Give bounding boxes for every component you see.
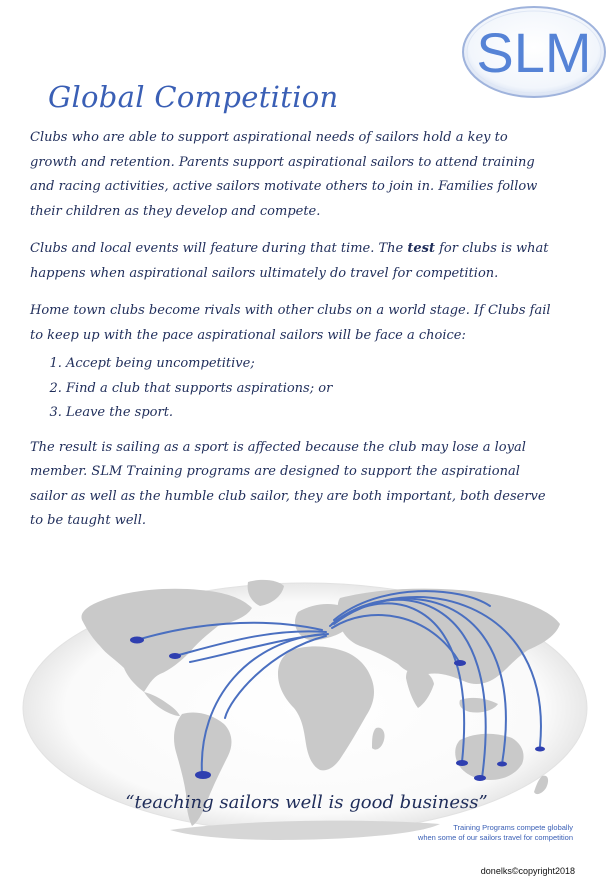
slm-logo [461, 5, 608, 100]
logo-text: SLM [476, 21, 592, 84]
paragraph-test-start: Clubs and local events will feature during that time. The [30, 241, 408, 256]
dot-asia [454, 660, 466, 666]
caption-line-1: Training Programs compete globally [453, 823, 573, 832]
caption-line-2: when some of our sailors travel for competition [417, 833, 573, 842]
list-item: 1. Accept being uncompetitive; [66, 352, 558, 377]
copyright-notice: donelks©copyright2018 [480, 866, 575, 876]
dot-north-america [130, 637, 144, 644]
paragraph-result: The result is sailing as a sport is affected because the club may lose a loyal member. SLM Training programs are designed to support the aspirational sailor as well as the humble club sailor, they are both important, both deserve to be taught well. [30, 439, 546, 528]
dot-australia-3 [497, 762, 507, 767]
dot-australia-2 [474, 775, 486, 781]
tagline: “teaching sailors well is good business” [125, 792, 488, 813]
paragraph-intro: Clubs who are able to support aspirational needs of sailors hold a key to growth and retention. Parents support aspirational sailors to attend training and racing activities, active sailors motivate others to join in. Families follow their children as they develop and compete. [30, 130, 538, 219]
paragraph-test-end: for clubs is what happens when aspirational sailors ultimately do travel for competition. [30, 241, 549, 281]
list-item: 2. Find a club that supports aspirations; or [66, 377, 558, 402]
paragraph-rivals: Home town clubs become rivals with other clubs on a world stage. If Clubs fail to keep up with the pace aspirational sailors will be face a choice: [30, 303, 551, 343]
body-text [30, 126, 558, 547]
choice-list [30, 352, 558, 426]
page-title: Global Competition [48, 80, 339, 114]
dot-australia-1 [456, 760, 468, 766]
dot-south-america [195, 771, 211, 779]
dot-new-zealand [535, 747, 545, 752]
paragraph-test [30, 237, 558, 286]
dot-caribbean [169, 653, 181, 659]
paragraph-test-emphasis: test [407, 241, 435, 256]
map-caption [418, 823, 573, 843]
list-item: 3. Leave the sport. [66, 401, 558, 426]
